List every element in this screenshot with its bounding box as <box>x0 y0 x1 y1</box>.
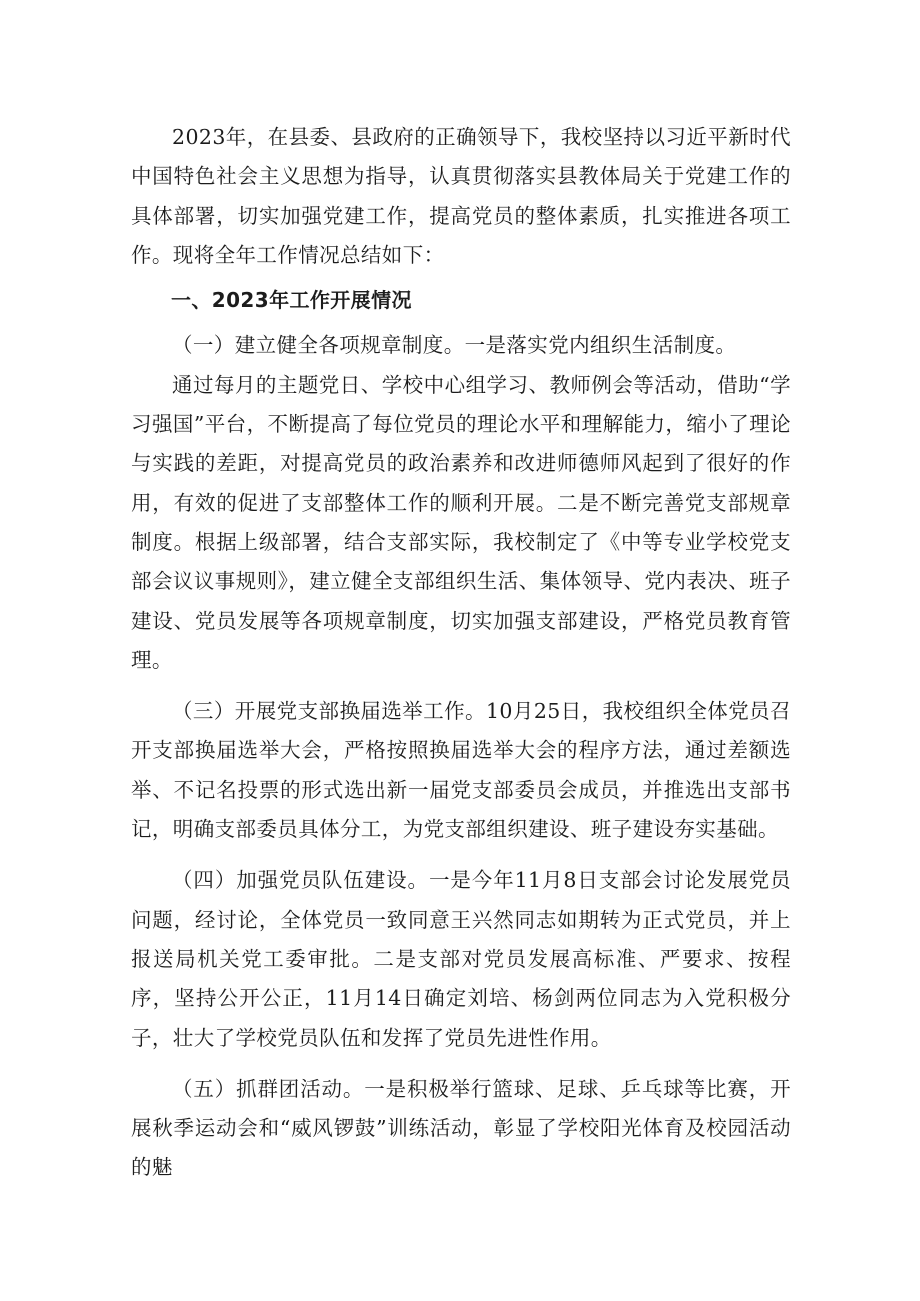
document-body <box>131 118 791 1188</box>
section-1-body: 通过每月的主题党日、学校中心组学习、教师例会等活动，借助“学习强国”平台，不断提高了每位党员的理论水平和理解能力，缩小了理论与实践的差距，对提高党员的政治素养和改进师德师风起到了很好的作用，有效的促进了支部整体工作的顺利开展。二是不断完善党支部规章制度。根据上级部署，结合支部实际，我校制定了《中等专业学校党支部会议议事规则》，建立健全支部组织生活、集体领导、党内表决、班子建设、党员发展等各项规章制度，切实加强支部建设，严格党员教育管理。 <box>131 372 791 672</box>
intro-paragraph: 2023年，在县委、县政府的正确领导下，我校坚持以习近平新时代中国特色社会主义思想为指导，认真贯彻落实县教体局关于党建工作的具体部署，切实加强党建工作，提高党员的整体素质，扎实推进各项工作。现将全年工作情况总结如下： <box>131 125 791 267</box>
section-3-paragraph: （三）开展党支部换届选举工作。10月25日，我校组织全体党员召开支部换届选举大会，严格按照换届选举大会的程序方法，通过差额选举、不记名投票的形式选出新一届党支部委员会成员，并推选出支部书记，明确支部委员具体分工，为党支部组织建设、班子建设夯实基础。 <box>131 699 791 842</box>
section-4-paragraph: （四）加强党员队伍建设。一是今年11月8日支部会讨论发展党员问题，经讨论，全体党员一致同意王兴然同志如期转为正式党员，并上报送局机关党工委审批。二是支部对党员发展高标准、严要求、按程序，坚持公开公正，11月14日确定刘培、杨剑两位同志为入党积极分子，壮大了学校党员队伍和发挥了党员先进性作用。 <box>131 868 791 1050</box>
section-5-paragraph: （五）抓群团活动。一是积极举行篮球、足球、乒乓球等比赛，开展秋季运动会和“威风锣鼓”训练活动，彰显了学校阳光体育及校园活动的魅 <box>131 1076 791 1180</box>
section-1-title: （一）建立健全各项规章制度。一是落实党内组织生活制度。 <box>172 333 737 358</box>
section-heading: 一、2023年工作开展情况 <box>171 288 412 313</box>
